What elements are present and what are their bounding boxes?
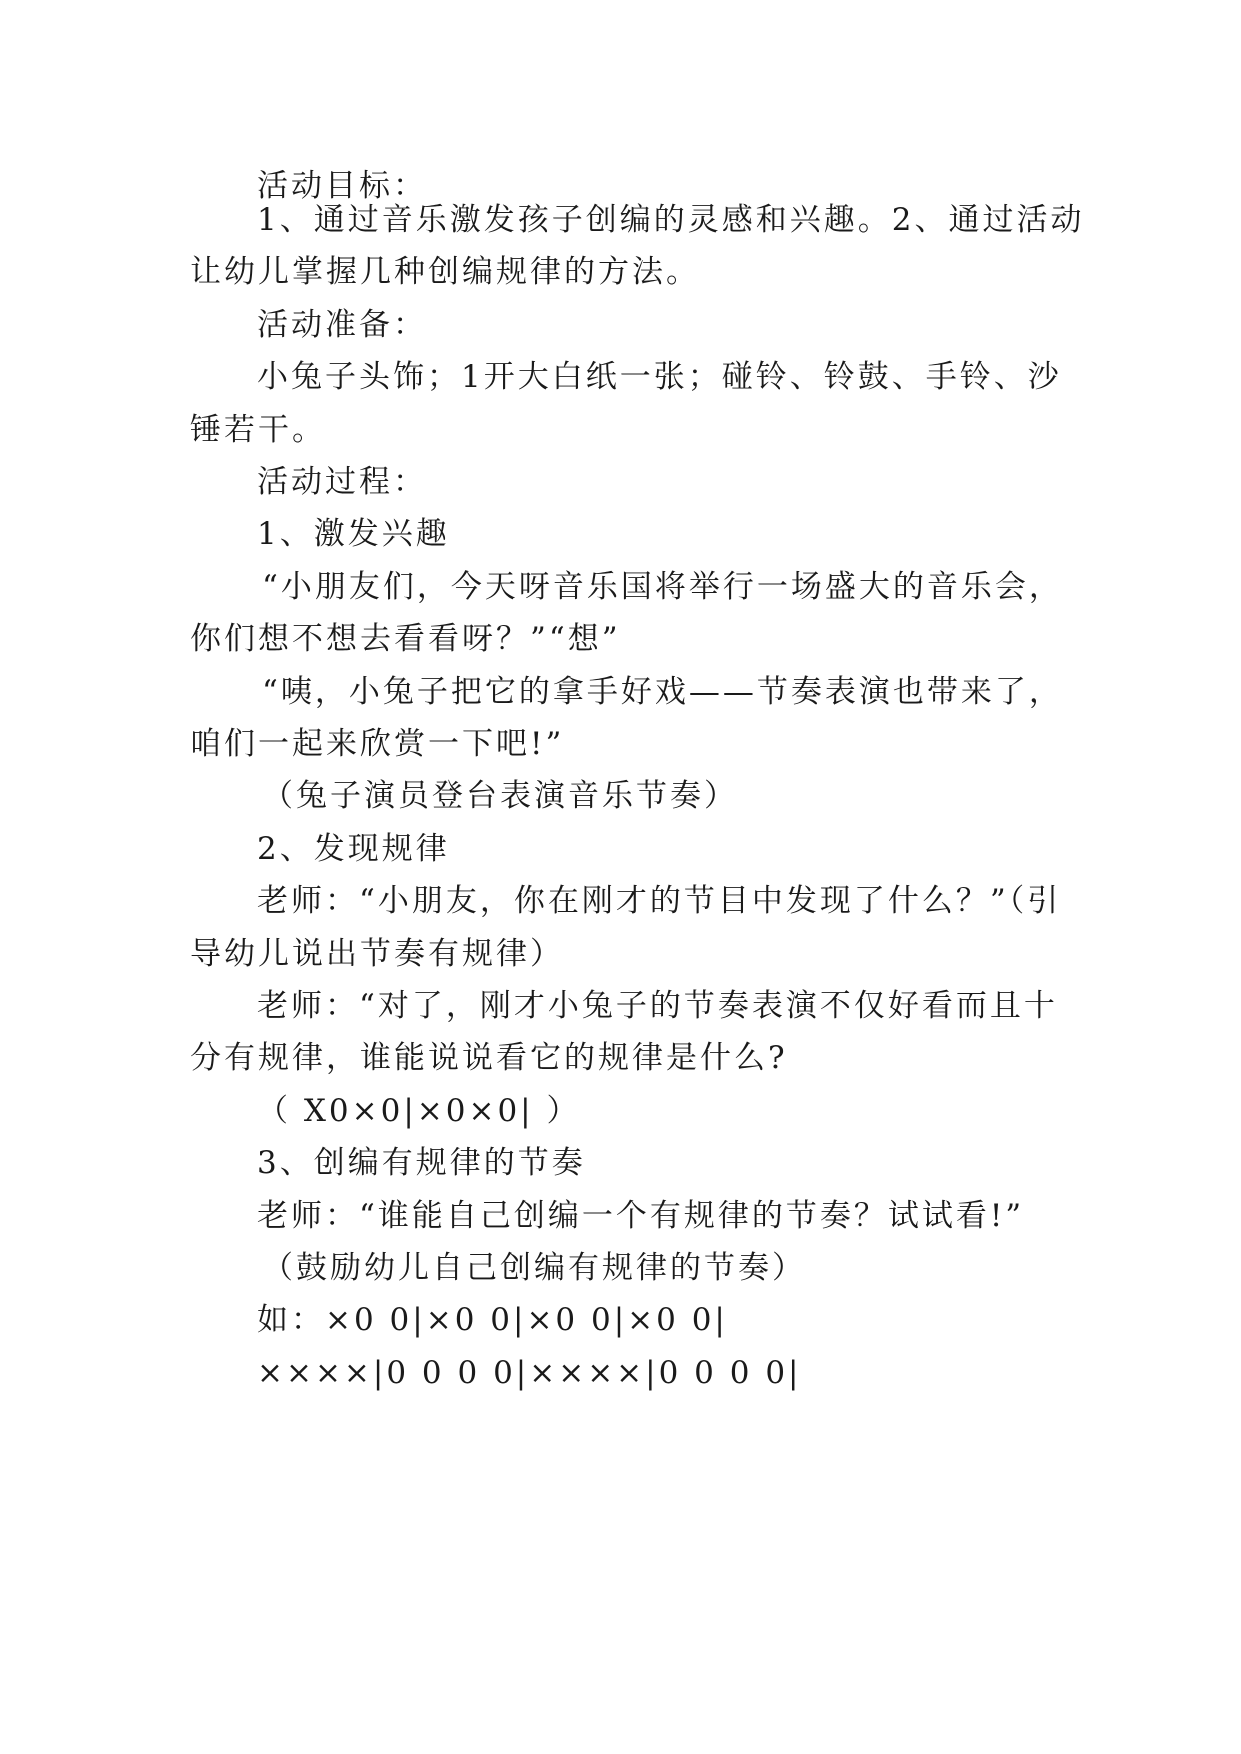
- paragraph-line: （兔子演员登台表演音乐节奏）: [262, 778, 738, 814]
- step-heading: 3、创编有规律的节奏: [257, 1145, 586, 1181]
- paragraph-line: 咱们一起来欣赏一下吧!”: [190, 726, 565, 762]
- heading-activity-preparation: 活动准备：: [257, 307, 427, 343]
- paragraph-line: 老师：“小朋友，你在刚才的节目中发现了什么？”（引: [257, 883, 1062, 919]
- paragraph-line: 你们想不想去看看呀？”“想”: [190, 621, 621, 657]
- heading-activity-process: 活动过程：: [257, 464, 427, 500]
- paragraph-line: “咦，小兔子把它的拿手好戏——节奏表演也带来了，: [262, 674, 1063, 710]
- paragraph-line: 分有规律，谁能说说看它的规律是什么?: [190, 1040, 788, 1076]
- paragraph-line: 让幼儿掌握几种创编规律的方法。: [190, 254, 700, 290]
- rhythm-notation: 如：×0 0|×0 0|×0 0|×0 0|: [257, 1302, 728, 1338]
- paragraph-line: “小朋友们，今天呀音乐国将举行一场盛大的音乐会，: [262, 569, 1063, 605]
- paragraph-line: 小兔子头饰；1开大白纸一张；碰铃、铃鼓、手铃、沙: [257, 359, 1062, 395]
- step-heading: 1、激发兴趣: [257, 516, 450, 552]
- step-heading: 2、发现规律: [257, 831, 450, 867]
- paragraph-line: 老师：“谁能自己创编一个有规律的节奏？试试看!”: [257, 1198, 1025, 1234]
- rhythm-notation: （ X0×0|×0×0| ）: [257, 1093, 581, 1129]
- paragraph-line: 老师：“对了，刚才小兔子的节奏表演不仅好看而且十: [257, 988, 1058, 1024]
- paragraph-line: 锤若干。: [190, 412, 326, 448]
- paragraph-line: 1、通过音乐激发孩子创编的灵感和兴趣。2、通过活动: [257, 202, 1085, 238]
- rhythm-notation: ××××|0 0 0 0|××××|0 0 0 0|: [257, 1355, 802, 1391]
- paragraph-line: （鼓励幼儿自己创编有规律的节奏）: [262, 1250, 806, 1286]
- paragraph-line: 导幼儿说出节奏有规律）: [190, 936, 564, 972]
- heading-activity-goals: 活动目标：: [257, 168, 427, 204]
